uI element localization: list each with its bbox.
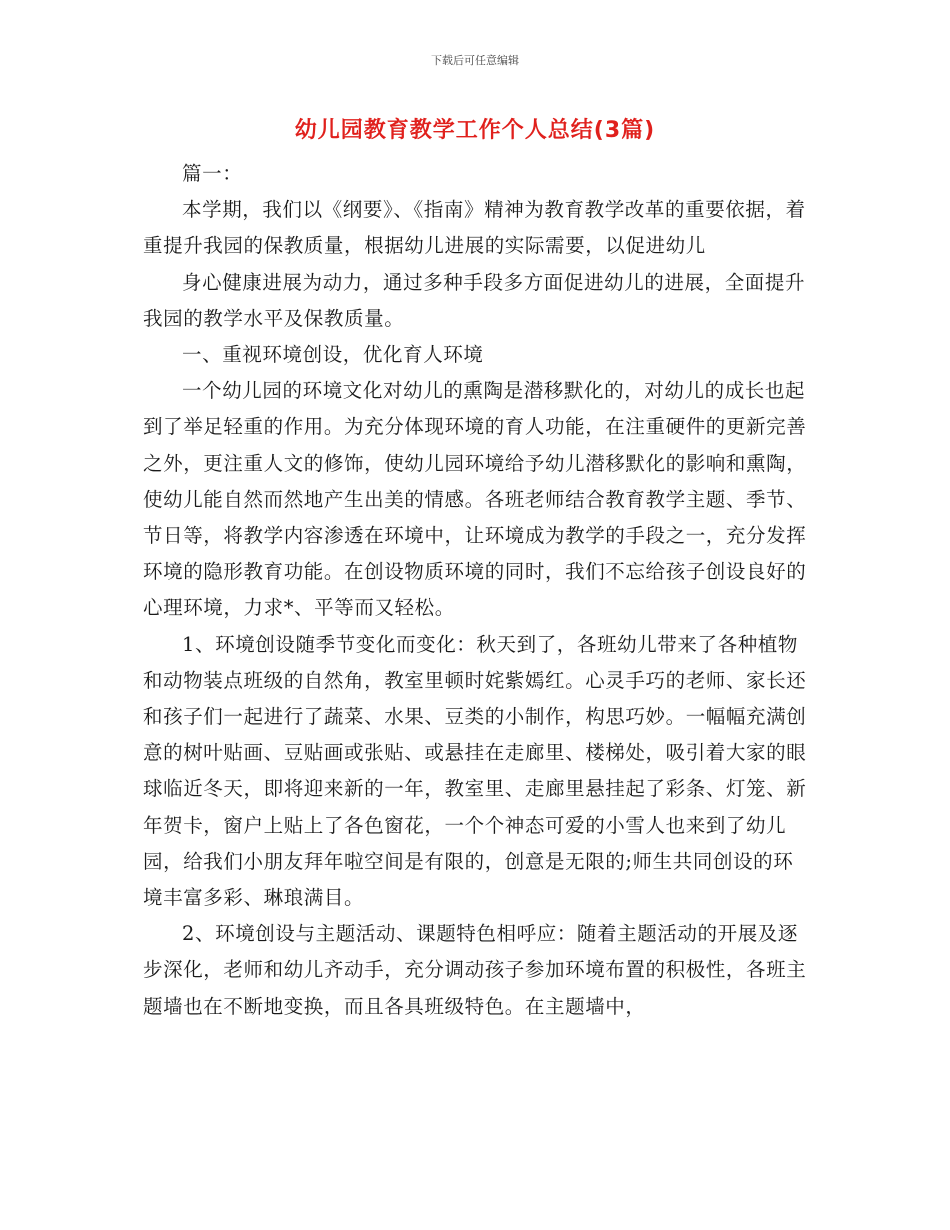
body-paragraph: 2、环境创设与主题活动、课题特色相呼应：随着主题活动的开展及逐步深化，老师和幼儿齐动手，充分调动孩子参加环境布置的积极性，各班主题墙也在不断地变换，而且各具班级特色。在主题墙中， xyxy=(143,922,807,1018)
body-paragraph: 身心健康进展为动力，通过多种手段多方面促进幼儿的进展，全面提升我园的教学水平及保教质量。 xyxy=(143,270,806,330)
body-paragraph: 本学期，我们以《纲要》、《指南》精神为教育教学改革的重要依据，着重提升我园的保教质量，根据幼儿进展的实际需要，以促进幼儿 xyxy=(143,198,806,258)
section-label: 篇一： xyxy=(182,162,243,185)
document-body xyxy=(143,156,808,1025)
document-title: 幼儿园教育教学工作个人总结(3篇) xyxy=(294,118,656,143)
header-note: 下载后可任意编辑 xyxy=(431,54,519,67)
body-paragraph: 一个幼儿园的环境文化对幼儿的熏陶是潜移默化的，对幼儿的成长也起到了举足轻重的作用。为充分体现环境的育人功能，在注重硬件的更新完善之外，更注重人文的修饰，使幼儿园环境给予幼儿潜移默化的影响和熏陶，使幼儿能自然而然地产生出美的情感。各班老师结合教育教学主题、季节、节日等，将教学内容渗透在环境中，让环境成为教学的手段之一，充分发挥环境的隐形教育功能。在创设物质环境的同时，我们不忘给孩子创设良好的心理环境，力求*、平等而又轻松。 xyxy=(143,379,807,620)
body-paragraph: 1、环境创设随季节变化而变化：秋天到了，各班幼儿带来了各种植物和动物装点班级的自然角，教室里顿时姹紫嫣红。心灵手巧的老师、家长还和孩子们一起进行了蔬菜、水果、豆类的小制作，构思巧妙。一幅幅充满创意的树叶贴画、豆贴画或张贴、或悬挂在走廊里、楼梯处，吸引着大家的眼球临近冬天，即将迎来新的一年，教室里、走廊里悬挂起了彩条、灯笼、新年贺卡，窗户上贴上了各色窗花，一个个神态可爱的小雪人也来到了幼儿园，给我们小朋友拜年啦空间是有限的，创意是无限的;师生共同创设的环境丰富多彩、琳琅满目。 xyxy=(143,632,807,910)
section-heading: 一、重视环境创设，优化育人环境 xyxy=(182,343,484,367)
